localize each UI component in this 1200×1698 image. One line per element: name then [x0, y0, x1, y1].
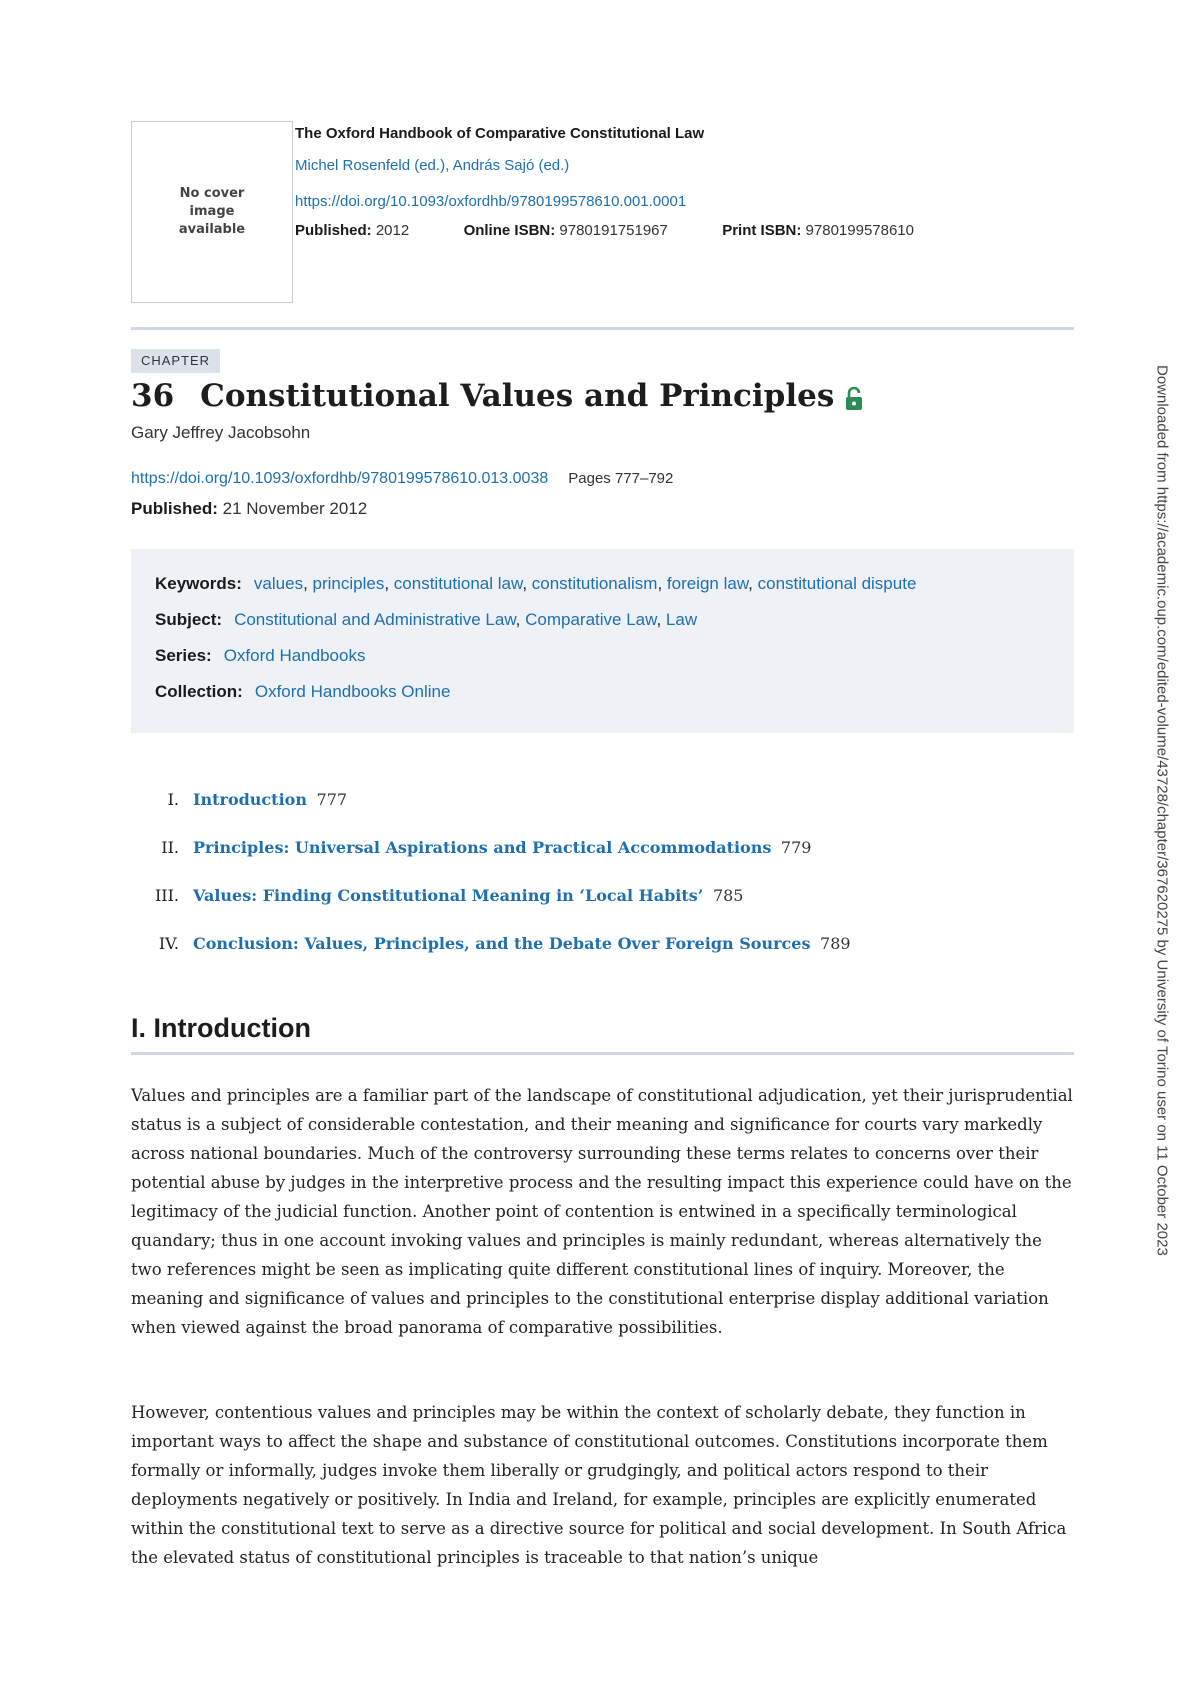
- book-header: [131, 121, 1071, 305]
- toc-title[interactable]: Principles: Universal Aspirations and Practical Accommodations: [193, 838, 772, 857]
- header-divider: [131, 327, 1074, 330]
- toc-number: II.: [161, 838, 179, 857]
- body-paragraph: Values and principles are a familiar part of the landscape of constitutional adjudication, yet their jurisprudential status is a subject of considerable contestation, and their meaning and significance for courts vary markedly across national boundaries. Much of the controversy surrounding these terms relates to concerns over their potential abuse by judges in the interpretive process and the resulting impact this experience could have on the legitimacy of the judicial function. Another point of contention is entwined in a specifically terminological quandary; thus in one account invoking values and principles is mainly redundant, whereas alternatively the two references might be seen as implicating quite different constitutional lines of inquiry. Moreover, the meaning and significance of values and principles to the constitutional enterprise display additional variation when viewed against the broad panorama of comparative possibilities.: [131, 1086, 1073, 1337]
- subject-label: Subject:: [155, 610, 223, 629]
- book-title: The Oxford Handbook of Comparative Constitutional Law: [295, 125, 705, 142]
- collection-label: Collection:: [155, 682, 243, 701]
- chapter-tag: CHAPTER: [131, 349, 220, 373]
- series-label: Series:: [155, 646, 212, 665]
- print-isbn-label: Print ISBN:: [722, 222, 802, 239]
- chapter-pages: Pages 777–792: [568, 470, 674, 487]
- toc-page: 785: [712, 886, 744, 905]
- book-published-label: Published:: [295, 222, 372, 239]
- toc-number: I.: [167, 790, 179, 809]
- chapter-title-text: Constitutional Values and Principles: [200, 378, 835, 414]
- toc-link[interactable]: [193, 790, 347, 809]
- subject-row: Subject: Constitutional and Administrative Law, Comparative Law, Law: [155, 610, 698, 629]
- collection-row: [155, 682, 450, 702]
- chapter-published-value: 21 November 2012: [222, 499, 368, 518]
- metadata-box: [131, 549, 1074, 733]
- chapter-published: [131, 499, 367, 519]
- keyword-link[interactable]: values: [253, 574, 304, 593]
- series-link[interactable]: Oxford Handbooks: [223, 646, 366, 665]
- keywords-label: Keywords:: [155, 574, 242, 593]
- toc-title[interactable]: Conclusion: Values, Principles, and the Debate Over Foreign Sources: [193, 934, 811, 953]
- chapter-title: [131, 378, 862, 414]
- keyword-link[interactable]: constitutionalism: [531, 574, 658, 593]
- toc-page: 779: [780, 838, 812, 857]
- section-heading: I. Introduction: [131, 1013, 311, 1043]
- book-published-value: 2012: [375, 222, 410, 239]
- subject-link[interactable]: Constitutional and Administrative Law: [234, 610, 516, 629]
- toc-page: 777: [316, 790, 348, 809]
- download-stamp: [1149, 365, 1175, 1340]
- chapter-author: Gary Jeffrey Jacobsohn: [131, 423, 311, 442]
- cover-placeholder-text: No cover image available: [178, 186, 246, 237]
- keywords-row: Keywords: values, principles, constitutional law, constitutionalism, foreign law, constitutional dispute: [155, 574, 917, 593]
- keyword-link[interactable]: principles: [312, 574, 385, 593]
- subject-link[interactable]: Law: [665, 610, 698, 629]
- book-doi-link[interactable]: https://doi.org/10.1093/oxfordhb/9780199578610.001.0001: [295, 193, 687, 210]
- toc-title[interactable]: Introduction: [193, 790, 307, 809]
- toc-link[interactable]: [193, 886, 743, 905]
- keyword-link[interactable]: constitutional dispute: [757, 574, 917, 593]
- section-divider: [131, 1052, 1074, 1055]
- chapter-doi-link[interactable]: https://doi.org/10.1093/oxfordhb/9780199578610.013.0038: [131, 470, 549, 487]
- online-isbn-label: Online ISBN:: [463, 222, 556, 239]
- body-paragraph: However, contentious values and principles may be within the context of scholarly debate, they function in important ways to affect the shape and substance of constitutional outcomes. Constitutions incorporate them formally or informally, judges invoke them liberally or grudgingly, and political actors respond to their deployments negatively or positively. In India and Ireland, for example, principles are explicitly enumerated within the constitutional text to serve as a directive source for political and social development. In South Africa the elevated status of constitutional principles is traceable to that nation’s unique: [131, 1403, 1067, 1567]
- toc-link[interactable]: [193, 934, 851, 953]
- chapter-doi-line: [131, 470, 673, 488]
- print-isbn-value: 9780199578610: [805, 222, 914, 239]
- keyword-link[interactable]: constitutional law: [393, 574, 523, 593]
- open-access-lock-icon: [846, 383, 862, 407]
- toc-number: IV.: [158, 934, 179, 953]
- series-row: [155, 646, 365, 666]
- subject-link[interactable]: Comparative Law: [525, 610, 657, 629]
- online-isbn-value: 9780191751967: [559, 222, 668, 239]
- toc-number: III.: [154, 886, 179, 905]
- book-cover-placeholder: [131, 121, 293, 303]
- download-stamp-text: Downloaded from https://academic.oup.com/edited-volume/43728/chapter/367620275 by University of Torino user on 11 October 2023: [1153, 365, 1171, 1256]
- toc-link[interactable]: [193, 838, 811, 857]
- toc-page: 789: [820, 934, 851, 953]
- chapter-number: 36: [131, 378, 175, 414]
- book-identifiers: [295, 222, 914, 239]
- keyword-link[interactable]: foreign law: [666, 574, 749, 593]
- collection-link[interactable]: Oxford Handbooks Online: [254, 682, 451, 701]
- toc-title[interactable]: Values: Finding Constitutional Meaning in ‘Local Habits’: [193, 886, 704, 905]
- chapter-published-label: Published:: [131, 499, 218, 518]
- book-editors-link[interactable]: Michel Rosenfeld (ed.), András Sajó (ed.): [295, 157, 570, 174]
